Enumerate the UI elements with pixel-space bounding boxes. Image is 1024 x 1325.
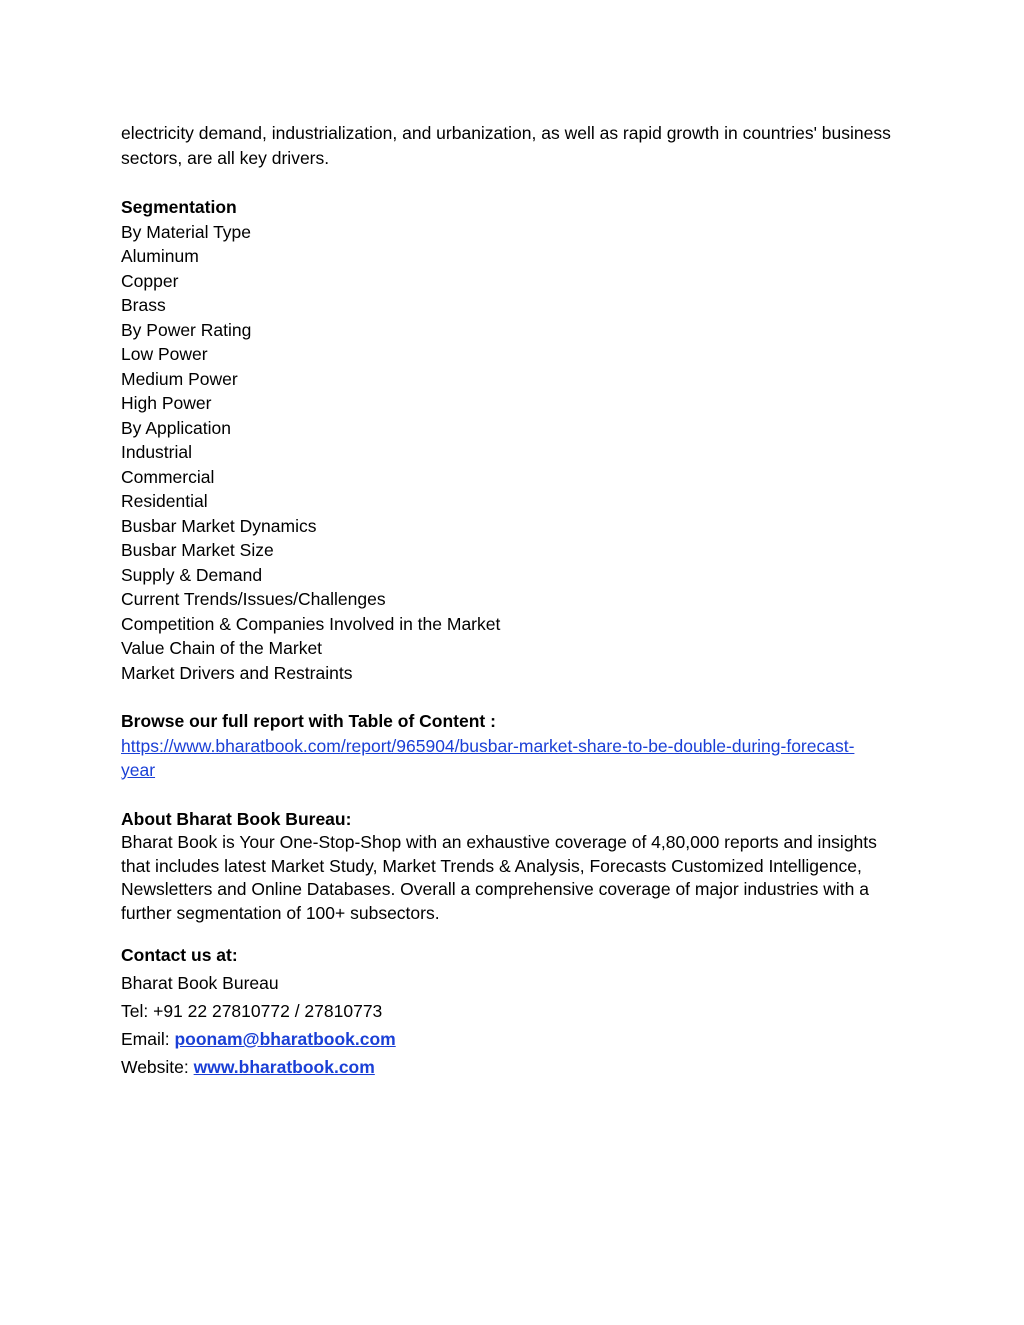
list-item: Busbar Market Size — [121, 540, 274, 560]
website-link[interactable]: www.bharatbook.com — [193, 1057, 375, 1077]
list-item: Commercial — [121, 466, 215, 487]
email-link[interactable]: poonam@bharatbook.com — [174, 1029, 396, 1049]
list-item: By Material Type — [121, 221, 252, 242]
contact-section — [121, 941, 891, 1081]
list-item: Low Power — [121, 344, 208, 364]
list-item: Medium Power — [121, 368, 238, 389]
about-section — [121, 807, 891, 926]
contact-company: Bharat Book Bureau — [121, 973, 279, 993]
list-item: By Application — [121, 417, 231, 438]
segmentation-list — [121, 220, 891, 686]
contact-website-line — [121, 1053, 891, 1081]
list-item: Residential — [121, 491, 208, 511]
list-item: Market Drivers and Restraints — [121, 662, 353, 683]
list-item: High Power — [121, 393, 212, 413]
document-page — [121, 121, 891, 1081]
list-item: Brass — [121, 295, 166, 315]
segmentation-section — [121, 195, 891, 685]
list-item: Value Chain of the Market — [121, 638, 323, 658]
about-heading: About Bharat Book Bureau: — [121, 808, 352, 829]
browse-heading: Browse our full report with Table of Content : — [121, 711, 496, 731]
list-item: By Power Rating — [121, 319, 252, 340]
list-item: Copper — [121, 270, 179, 291]
list-item: Competition & Companies Involved in the Market — [121, 613, 501, 634]
segmentation-heading: Segmentation — [121, 197, 237, 217]
list-item: Supply & Demand — [121, 564, 263, 585]
website-label: Website: — [121, 1057, 194, 1077]
list-item: Aluminum — [121, 246, 199, 266]
list-item: Current Trends/Issues/Challenges — [121, 589, 386, 609]
browse-section — [121, 709, 891, 783]
intro-paragraph: electricity demand, industrialization, and urbanization, as well as rapid growth in countries' business sectors, are all key drivers. — [121, 123, 891, 168]
email-label: Email: — [121, 1029, 175, 1049]
contact-heading: Contact us at: — [121, 945, 238, 965]
contact-tel: Tel: +91 22 27810772 / 27810773 — [121, 1001, 383, 1021]
report-link[interactable]: https://www.bharatbook.com/report/965904/busbar-market-share-to-be-double-during-forecast-year — [121, 735, 855, 780]
report-url-container — [121, 734, 861, 783]
list-item: Busbar Market Dynamics — [121, 515, 317, 536]
list-item: Industrial — [121, 442, 193, 462]
contact-email-line — [121, 1025, 891, 1053]
about-paragraph: Bharat Book is Your One-Stop-Shop with an exhaustive coverage of 4,80,000 reports and insights that includes latest Market Study, Market Trends & Analysis, Forecasts Customized Intelligence, Newsletters and Online Databases. Overall a comprehensive coverage of major industries with a further segmentation of 100+ subsectors. — [121, 832, 877, 923]
